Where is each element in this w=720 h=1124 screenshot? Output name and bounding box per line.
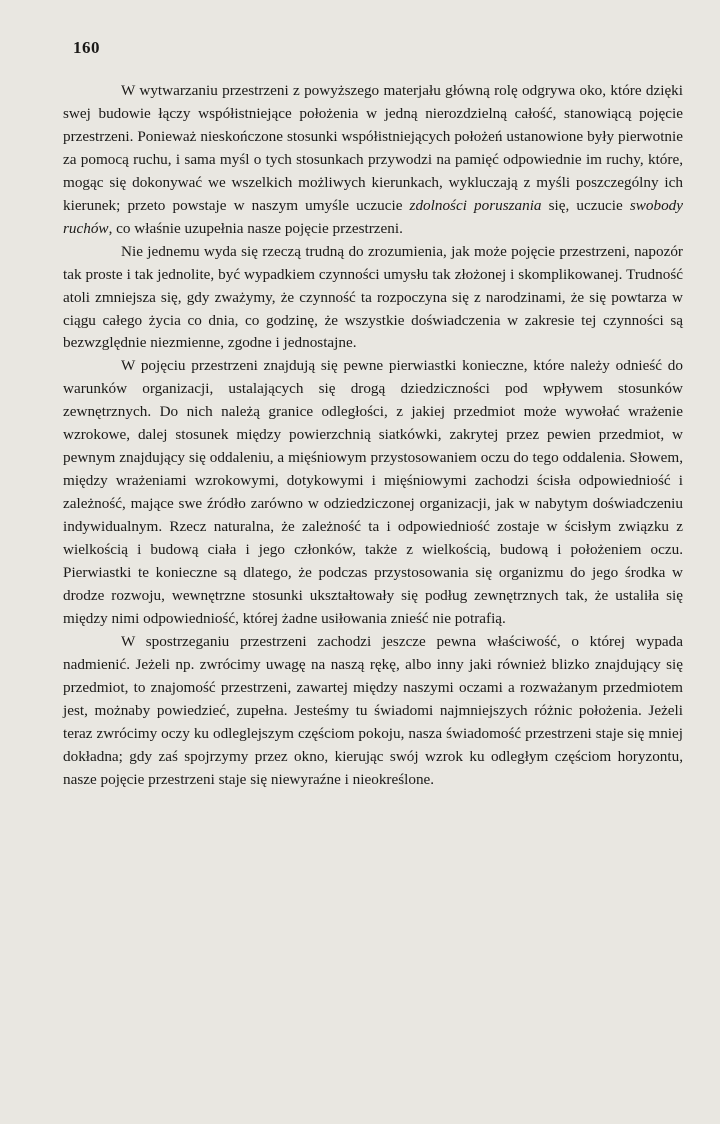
paragraph-2: [63, 241, 683, 356]
paragraph-1-text-end: , co właśnie uzupełnia nasze pojęcie przestrzeni.: [108, 219, 403, 237]
paragraph-1-text: W wytwarzaniu przestrzeni z powyższego materjału główną rolę odgrywa oko, które dzięki swej budowie łączy współistniejące położenia w jedną nierozdzielną całość, stanowiącą pojęcie przestrzeni. Ponieważ nieskończone stosunki współistniejących położeń ustanowione były pierwotnie za pomocą ruchu, i sama myśl o tych stosunkach przywodzi na pamięć odpowiednie im ruchy, które, mogąc się dokonywać we wszelkich możliwych kierunkach, wykluczają z myśli poszczególny ich kierunek; przeto powstaje w naszym umyśle uczucie: [63, 82, 683, 214]
phrase-swobody-ruchow: swobody ruchów: [63, 196, 684, 237]
body-text: [63, 80, 683, 792]
paragraph-3: [63, 355, 683, 630]
paragraph-4: [63, 631, 683, 792]
paragraph-3-text: W pojęciu przestrzeni znajdują się pewne pierwiastki konieczne, które należy odnieść do warunków organizacji, ustalających się drogą dziedziczności pod wpływem stosunków zewnętrznych. Do nich należą granice odległości, z jakiej przedmiot może wywołać wrażenie wzrokowe, dalej stosunek między powierzchnią siatkówki, zakrytej przez pewien przedmiot, w pewnym znajdujący się oddaleniu, a mięśniowym przystosowaniem oczu do tego oddalenia. Słowem, między wrażeniami wzrokowymi, dotykowymi i mięśniowymi zachodzi ścisła odpowiedniość i zależność, mające swe źródło zarówno w odziedziczonej organizacji, jak w nabytym doświadczeniu indywidualnym. Rzecz naturalna, że zależność ta i odpowiedniość zostaje w ścisłym związku z wielkością i budową ciała i jego członków, także z wielkością, budową i położeniem oczu. Pierwiastki te konieczne są dlatego, że podczas przystosowania się organizmu do jego środka w drodze rozwoju, wewnętrzne stosunki ukształtowały się podług zewnętrznych tak, że ustaliła się między nimi odpowiedniość, której żadne usiłowania znieść nie potrafią.: [63, 357, 683, 627]
paragraph-2-text: Nie jednemu wyda się rzeczą trudną do zrozumienia, jak może pojęcie przestrzeni, napozór tak proste i tak jednolite, być wypadkiem czynności umysłu tak złożonej i skomplikowanej. Trudność atoli zmniejsza się, gdy zważymy, że czynność ta rozpoczyna się z narodzinami, że się powtarza w ciągu całego życia co dnia, co godzinę, że wszystkie doświadczenia w zakresie tej czynności są bezwzględnie niezmienne, zgodne i jednostajne.: [63, 242, 683, 352]
paragraph-1-text-cont: się, uczucie: [541, 196, 630, 214]
paragraph-1: [63, 80, 683, 241]
page-number: 160: [73, 38, 100, 57]
paragraph-4-text: W spostrzeganiu przestrzeni zachodzi jeszcze pewna właściwość, o której wypada nadmienić. Jeżeli np. zwrócimy uwagę na naszą rękę, albo inny jaki również blizko znajdujący się przedmiot, to znajomość przestrzeni, zawartej między naszymi oczami a rozważanym przedmiotem jest, możnaby powiedzieć, zupełna. Jesteśmy tu świadomi najmniejszych różnic położenia. Jeżeli teraz zwrócimy oczy ku odleglejszym częściom pokoju, nasza świadomość przestrzeni staje się mniej dokładna; gdy zaś spojrzymy przez okno, kierując swój wzrok ku odległym częściom horyzontu, nasze pojęcie przestrzeni staje się niewyraźne i nieokreślone.: [63, 632, 683, 788]
phrase-zdolnosci-poruszania: zdolności poruszania: [409, 196, 542, 214]
